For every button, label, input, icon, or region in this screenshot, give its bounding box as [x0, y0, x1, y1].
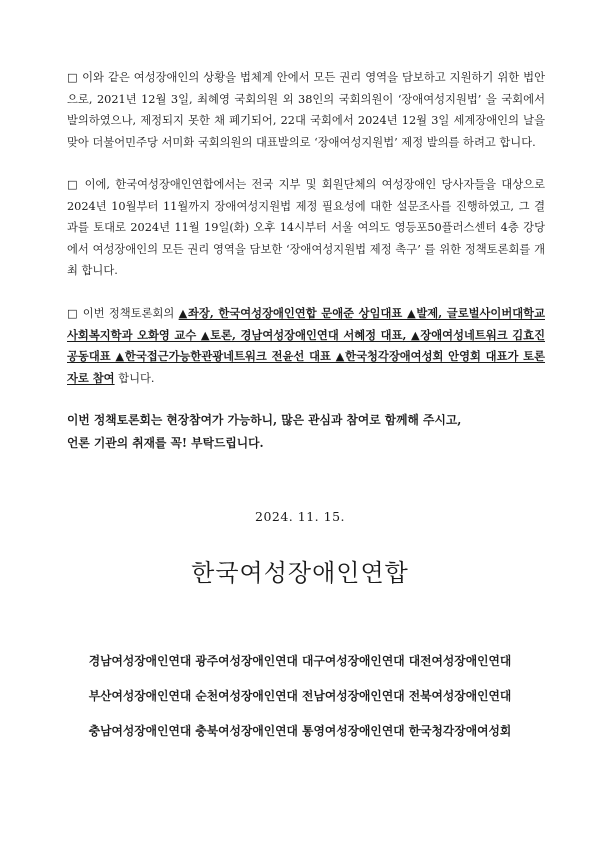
participants-intro: □ 이번 정책토론회의	[67, 307, 179, 320]
closing-request	[67, 409, 545, 454]
member-orgs-row-3: 충남여성장애인연대 충북여성장애인연대 통영여성장애인연대 한국청각장애여성회	[88, 724, 512, 738]
paragraph-forum-announcement: □ 이에, 한국여성장애인연합에서는 전국 지부 및 회원단체의 여성장애인 당사자들을 대상으로 2024년 10월부터 11월까지 장애여성지원법 제정 필요성에 대한 설문조사를 진행하였고, 그 결과를 토대로 2024년 11월 19일(화) 오후 14시부터 서울 여의도 영등포50플러스센터 4층 강당에서 여성장애인의 모든 권리 영역을 담보한 ‘장애여성지원법 제정 촉구’ 를 위한 정책토론회를 개최 합니다.	[67, 178, 545, 277]
participants-outro: 합니다.	[114, 371, 155, 385]
document-date: 2024. 11. 15.	[255, 509, 345, 524]
paragraph-forum-participants	[67, 303, 545, 389]
organization-name: 한국여성장애인연합	[191, 559, 409, 587]
participants-list: ▲좌장, 한국여성장애인연합 문애준 상임대표 ▲발제, 글로벌사이버대학교 사회복지학과 오화영 교수 ▲토론, 경남여성장애인연대 서혜정 대표, ▲장애여성네트워크 김효진 공동대표 ▲한국접근가능한관광네트워크 전윤선 대표 ▲한국청각장애여성회 안영회 대표가 토론자로 참여	[67, 306, 545, 385]
closing-line-2: 언론 기관의 취재를 꼭! 부탁드립니다.	[67, 435, 264, 450]
paragraph-bill-background: □ 이와 같은 여성장애인의 상황을 법체계 안에서 모든 권리 영역을 담보하고 지원하기 위한 법안으로, 2021년 12월 3일, 최혜영 국회의원 외 38인의 국회의원이 ‘장애여성지원법’ 을 국회에서 발의하였으나, 제정되지 못한 채 폐기되어, 22대 국회에서 2024년 12월 3일 세계장애인의 날을 맞아 더불어민주당 서미화 국회의원의 대표발의로 ‘장애여성지원법’ 제정 발의를 하려고 합니다.	[67, 71, 545, 149]
closing-line-1: 이번 정책토론회는 현장참여가 가능하니, 많은 관심과 참여로 함께해 주시고,	[67, 413, 462, 427]
member-orgs-row-1: 경남여성장애인연대 광주여성장애인연대 대구여성장애인연대 대전여성장애인연대	[88, 654, 512, 668]
member-orgs-row-2: 부산여성장애인연대 순천여성장애인연대 전남여성장애인연대 전북여성장애인연대	[88, 689, 512, 703]
